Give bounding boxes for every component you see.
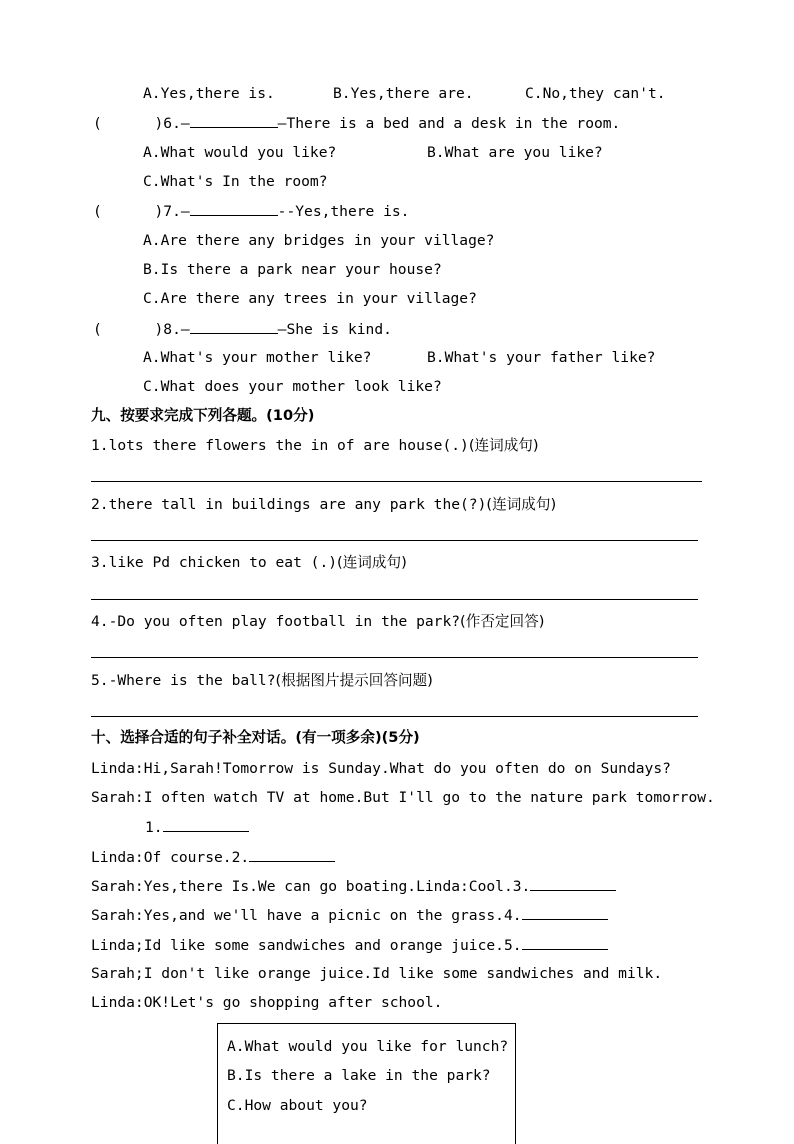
q7-answer: --Yes,there is. (277, 203, 410, 220)
q8-num: 8. (163, 321, 181, 338)
s9-item-1 (91, 436, 539, 456)
dialogue-blank-2[interactable] (249, 847, 335, 862)
s9-item-4 (91, 612, 544, 632)
s9-item-3 (91, 553, 407, 573)
dialogue-blank-4[interactable] (522, 905, 608, 920)
dialogue-blank-3[interactable] (530, 876, 616, 891)
q6-answer-blank[interactable] (190, 113, 278, 128)
dialogue-line-3 (145, 817, 249, 838)
q8-paren[interactable]: ( ) (93, 321, 164, 338)
q6-answer: —There is a bed and a desk in the room. (277, 115, 621, 132)
s9-item-5-instruction: (根据图片提示回答问题) (275, 672, 433, 689)
dialogue-line-6 (91, 905, 608, 926)
s9-answer-line-1[interactable] (91, 481, 702, 482)
q7-stem (93, 201, 409, 222)
s9-item-2 (91, 495, 556, 515)
dialogue-line-7-text: Linda;Id like some sandwiches and orange juice.5. (91, 937, 522, 954)
q8-dash: — (180, 321, 190, 338)
dialogue-line-7 (91, 935, 608, 956)
s9-answer-line-4[interactable] (91, 657, 698, 658)
q8-answer-blank[interactable] (190, 319, 278, 334)
q7-num: 7. (163, 203, 181, 220)
option-c: C.How about you? (227, 1097, 368, 1114)
q7-option-a: A.Are there any bridges in your village? (143, 232, 495, 249)
q5-option-a: A.Yes,there is. (143, 85, 275, 102)
q8-stem (93, 319, 392, 340)
q5-option-c: C.No,they can't. (525, 85, 666, 102)
s9-item-1-instruction: (连词成句) (468, 437, 539, 454)
s9-item-2-text: 2.there tall in buildings are any park the(?) (91, 496, 487, 513)
dialogue-line-5 (91, 876, 616, 897)
q7-option-c: C.Are there any trees in your village? (143, 290, 477, 307)
q7-paren[interactable]: ( ) (93, 203, 164, 220)
dialogue-line-9: Linda:OK!Let's go shopping after school. (91, 994, 443, 1011)
s9-answer-line-3[interactable] (91, 599, 698, 600)
s9-item-5 (91, 671, 433, 691)
option-b: B.Is there a lake in the park? (227, 1067, 491, 1084)
s9-item-2-instruction: (连词成句) (486, 496, 557, 513)
section10-heading: 十、选择合适的句子补全对话。(有一项多余)(5分) (91, 729, 420, 746)
option-a: A.What would you like for lunch? (227, 1038, 509, 1055)
q8-option-a: A.What's your mother like? (143, 349, 372, 366)
dialogue-line-6-text: Sarah:Yes,and we'll have a picnic on the grass.4. (91, 907, 522, 924)
s9-answer-line-2[interactable] (91, 540, 698, 541)
dialogue-blank-1[interactable] (163, 817, 249, 832)
q8-answer: —She is kind. (277, 321, 392, 338)
dialogue-blank-1-label: 1. (145, 819, 163, 836)
q6-dash: — (180, 115, 190, 132)
q7-option-b: B.Is there a park near your house? (143, 261, 442, 278)
q8-option-b: B.What's your father like? (427, 349, 656, 366)
q8-option-c: C.What does your mother look like? (143, 378, 442, 395)
dialogue-line-1: Linda:Hi,Sarah!Tomorrow is Sunday.What do you often do on Sundays? (91, 760, 671, 777)
s9-item-4-text: 4.-Do you often play football in the park? (91, 613, 461, 630)
s9-item-4-instruction: (作否定回答) (460, 613, 545, 630)
dialogue-line-4-text: Linda:Of course.2. (91, 849, 250, 866)
s9-item-3-text: 3.like Pd chicken to eat (.) (91, 554, 338, 571)
s9-answer-line-5[interactable] (91, 716, 698, 717)
dialogue-line-2: Sarah:I often watch TV at home.But I'll go to the nature park tomorrow. (91, 789, 715, 806)
section9-heading: 九、按要求完成下列各题。(10分) (91, 407, 315, 424)
q6-num: 6. (163, 115, 181, 132)
q6-paren[interactable]: ( ) (93, 115, 164, 132)
dialogue-line-5-text: Sarah:Yes,there Is.We can go boating.Linda:Cool.3. (91, 878, 531, 895)
q6-option-b: B.What are you like? (427, 144, 603, 161)
q6-stem (93, 113, 620, 134)
q6-option-c: C.What's In the room? (143, 173, 328, 190)
q7-dash: — (180, 203, 190, 220)
dialogue-blank-5[interactable] (522, 935, 608, 950)
q7-answer-blank[interactable] (190, 201, 278, 216)
s9-item-3-instruction: (连词成句) (337, 554, 407, 571)
dialogue-line-8: Sarah;I don't like orange juice.Id like some sandwiches and milk. (91, 965, 663, 982)
dialogue-line-4 (91, 847, 335, 868)
q5-option-b: B.Yes,there are. (333, 85, 474, 102)
s9-item-5-text: 5.-Where is the ball? (91, 672, 276, 689)
s9-item-1-text: 1.lots there flowers the in of are house(.) (91, 437, 469, 454)
q6-option-a: A.What would you like? (143, 144, 337, 161)
